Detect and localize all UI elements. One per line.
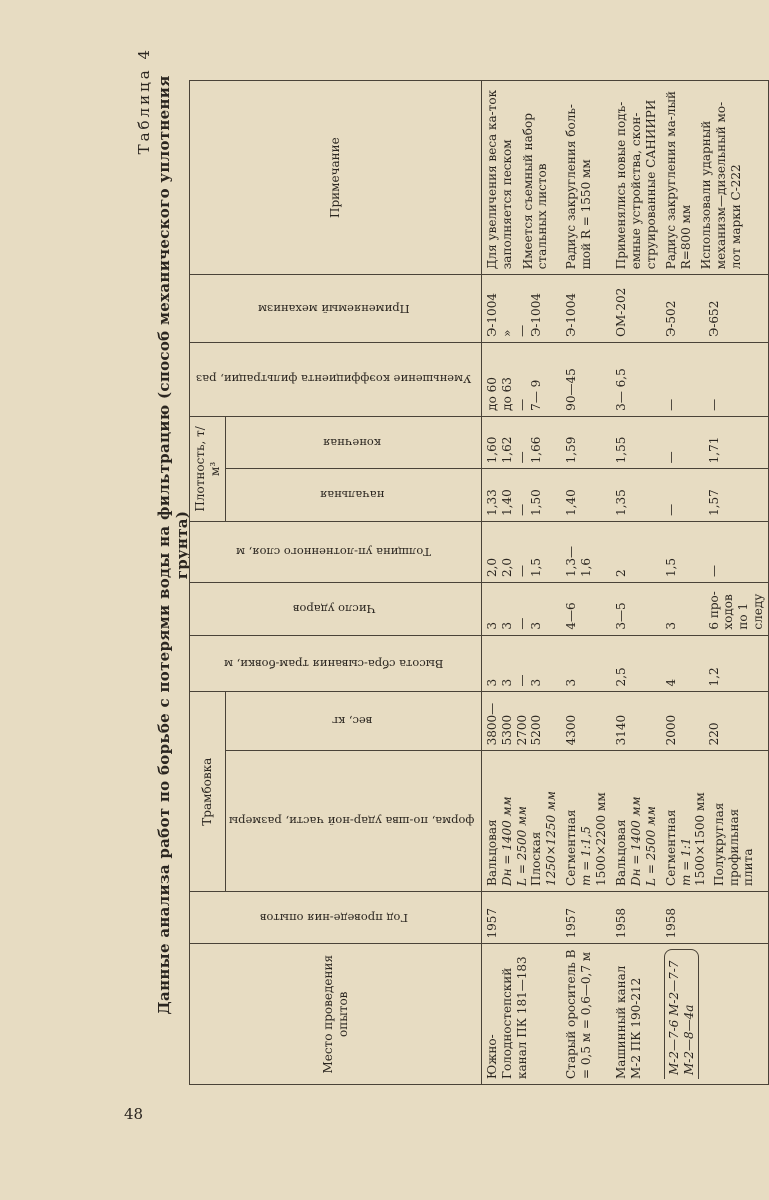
weight-line: 2000 xyxy=(664,714,679,746)
cell-shape xyxy=(661,751,769,892)
cell-note xyxy=(482,81,562,275)
cell-weight xyxy=(661,692,769,751)
header-row xyxy=(190,81,226,1085)
shape-line: 1500×2200 мм xyxy=(593,792,608,886)
blows-line: 3 xyxy=(529,621,544,630)
cell-density-initial xyxy=(661,469,769,522)
density-initial-line: 1,57 xyxy=(706,489,721,516)
cell-reduction xyxy=(661,342,769,416)
height-line: — xyxy=(514,674,529,687)
header-mechanism xyxy=(190,275,482,343)
header-mechanism-text: Применяемый механизм xyxy=(258,301,410,316)
cell-height xyxy=(482,635,562,692)
table-row xyxy=(561,81,611,1085)
header-reduction-text: Уменьшение коэффициента фильтрации, раз xyxy=(196,372,472,387)
blows-line: — xyxy=(514,617,529,630)
cell-density-final: 1,59 xyxy=(561,416,611,469)
reduction-line: 7— 9 xyxy=(529,379,544,411)
cell-layer: 1,3—1,6 xyxy=(561,521,611,582)
header-rammer-shape xyxy=(226,751,482,892)
cell-mechanism: Э-1004 xyxy=(561,275,611,343)
cell-blows: 3—5 xyxy=(611,583,661,636)
mechanism-line: Э-1004 xyxy=(485,293,500,337)
density-initial-line: 1,40 xyxy=(499,489,514,516)
header-density-final-text: конечная xyxy=(322,435,381,450)
shape-line: Вальцовая xyxy=(614,819,629,886)
cell-weight: 4300 xyxy=(561,692,611,751)
cell-layer xyxy=(661,521,769,582)
cell-year: 1958 xyxy=(661,891,769,944)
shape-line: 1500×1500 мм xyxy=(693,792,708,886)
density-final-line: — xyxy=(514,451,529,464)
cell-note: Применялись новые подъ-емные устройства, скон-струированные САНИИРИ xyxy=(611,81,661,275)
page-number: 48 xyxy=(124,1105,144,1123)
blows-line: 3 xyxy=(485,621,500,630)
cell-blows xyxy=(661,583,769,636)
density-final-line: 1,62 xyxy=(499,436,514,464)
mechanism-line: — xyxy=(514,324,529,337)
reduction-line: до 60 xyxy=(485,377,500,411)
cell-reduction xyxy=(482,342,562,416)
cell-layer xyxy=(482,521,562,582)
layer-line: — xyxy=(706,565,721,578)
height-line: 3 xyxy=(499,678,514,687)
header-rammer-shape-text: форма, по-шва удар-ной части, размеры xyxy=(229,814,475,829)
density-final-line: 1,60 xyxy=(485,436,500,464)
weight-line: 3800— xyxy=(485,702,500,746)
density-initial-line: 1,50 xyxy=(529,489,544,516)
cell-weight xyxy=(482,692,562,751)
cell-place xyxy=(661,944,769,1085)
header-blows-text: Число ударов xyxy=(292,601,375,616)
mechanism-line: » xyxy=(499,329,514,337)
mechanism-line: Э-652 xyxy=(706,300,721,337)
table-row xyxy=(482,81,562,1085)
cell-height xyxy=(661,635,769,692)
shape-line: плита xyxy=(741,848,756,886)
layer-line: 1,5 xyxy=(529,557,544,578)
density-initial-line: — xyxy=(514,503,529,516)
table-title: Данные анализа работ по борьбе с потерями воды на фильтрацию (способ механического уплотнения грунта) xyxy=(155,75,191,1015)
table-row xyxy=(661,81,769,1085)
header-density-group: Плотность, т/м³ xyxy=(190,416,226,521)
density-final-line: 1,71 xyxy=(706,436,721,464)
header-year xyxy=(190,891,482,944)
cell-note: Радиус закругления боль-шой R = 1550 мм xyxy=(561,81,611,275)
table-row xyxy=(611,81,661,1085)
shape-line: L = 2500 мм xyxy=(514,806,529,886)
header-rammer-group: Трамбовка xyxy=(190,692,226,892)
cell-mechanism xyxy=(482,275,562,343)
cell-shape xyxy=(561,751,611,892)
note-line: Для увеличения веса ка-ток заполняется песком xyxy=(485,89,514,270)
mechanism-line: Э-1004 xyxy=(529,293,544,337)
shape-line: Сегментная xyxy=(664,809,679,886)
header-note: Примечание xyxy=(190,81,482,275)
cell-density-final: 1,55 xyxy=(611,416,661,469)
cell-place: Старый ороситель B = 0,5 м = 0,6—0,7 м xyxy=(561,944,611,1085)
shape-line: L = 2500 мм xyxy=(643,806,658,886)
header-density-final xyxy=(226,416,482,469)
shape-line: 1250×1250 мм xyxy=(543,791,558,886)
mechanism-line: Э-502 xyxy=(664,300,679,337)
shape-line: m = 1:1,5 xyxy=(579,826,594,886)
cell-mechanism xyxy=(661,275,769,343)
cell-blows xyxy=(482,583,562,636)
header-drop-height-text: Высота сбра-сывания трам-бовки, м xyxy=(224,656,444,671)
cell-height: 3 xyxy=(561,635,611,692)
table-label: Таблица 4 xyxy=(135,47,153,155)
header-blows xyxy=(190,583,482,636)
blows-line: 6 про-ходов по 1 следу xyxy=(706,591,765,630)
cell-mechanism: ОМ-202 xyxy=(611,275,661,343)
weight-line: 2700 xyxy=(514,714,529,746)
density-initial-line: 1,33 xyxy=(485,489,500,516)
layer-line: 1,5 xyxy=(664,557,679,578)
cell-reduction: 90—45 xyxy=(561,342,611,416)
note-line: Использовали ударный механизм—дизельный мо-лот марки С-222 xyxy=(699,101,743,270)
header-density-initial xyxy=(226,469,482,522)
blows-line: 3 xyxy=(664,621,679,630)
cell-note xyxy=(661,81,769,275)
weight-line: 5200 xyxy=(529,714,544,746)
header-year-text: Год проведе-ния опытов xyxy=(259,910,408,925)
header-layer-text: Толщина уп-лотненного слоя, м xyxy=(236,544,432,559)
reduction-line: — xyxy=(706,398,721,411)
data-table xyxy=(189,80,769,1085)
shape-line: Вальцовая xyxy=(485,819,500,886)
header-rammer-weight xyxy=(226,692,482,751)
shape-line: Dн = 1400 мм xyxy=(628,796,643,886)
cell-density-initial: 1,40 xyxy=(561,469,611,522)
cell-density-initial xyxy=(482,469,562,522)
reduction-line: до 63 xyxy=(499,377,514,411)
height-line: 3 xyxy=(485,678,500,687)
layer-line: 2,0 xyxy=(485,557,500,578)
shape-line: Плоская xyxy=(529,831,544,886)
weight-line: 220 xyxy=(706,722,721,746)
layer-line: 2,0 xyxy=(499,557,514,578)
cell-year: 1957 xyxy=(561,891,611,944)
shape-line: Сегментная xyxy=(564,809,579,886)
reduction-line: — xyxy=(664,398,679,411)
header-rammer-weight-text: вес, кг xyxy=(331,714,373,729)
cell-height: 2,5 xyxy=(611,635,661,692)
header-density-initial-text: начальная xyxy=(319,488,385,503)
header-layer xyxy=(190,521,482,582)
height-line: 1,2 xyxy=(706,667,721,687)
note-line: Имеется съемный набор стальных листов xyxy=(520,113,550,270)
cell-shape xyxy=(611,751,661,892)
cell-shape xyxy=(482,751,562,892)
cell-place: Машинный канал М-2 ПК 190-212 xyxy=(611,944,661,1085)
rotated-page-content xyxy=(125,35,765,1085)
cell-place: Южно-Голодностепский канал ПК 181—183 xyxy=(482,944,562,1085)
density-final-line: — xyxy=(664,451,679,464)
height-line: 3 xyxy=(529,678,544,687)
header-reduction xyxy=(190,342,482,416)
place-bracket: М-2—7-6 М-2—7-7 М-2—8—4а xyxy=(664,949,699,1079)
blows-line: 3 xyxy=(499,621,514,630)
shape-line: m = 1:1 xyxy=(678,837,693,886)
note-line: Радиус закругления ма-лый R=800 мм xyxy=(664,90,693,270)
cell-blows: 4—6 xyxy=(561,583,611,636)
shape-line: профильная xyxy=(726,808,741,886)
cell-density-final xyxy=(482,416,562,469)
cell-layer: 2 xyxy=(611,521,661,582)
weight-line: 5300 xyxy=(499,714,514,746)
shape-line: Полукруглая xyxy=(712,802,727,886)
cell-year: 1958 xyxy=(611,891,661,944)
reduction-line: — xyxy=(514,398,529,411)
cell-weight: 3140 xyxy=(611,692,661,751)
cell-year: 1957 xyxy=(482,891,562,944)
cell-density-initial: 1,35 xyxy=(611,469,661,522)
density-initial-line: — xyxy=(664,503,679,516)
shape-line: Dн = 1400 мм xyxy=(499,796,514,886)
cell-reduction: 3— 6,5 xyxy=(611,342,661,416)
layer-line: — xyxy=(514,565,529,578)
cell-density-final xyxy=(661,416,769,469)
density-final-line: 1,66 xyxy=(529,436,544,464)
height-line: 4 xyxy=(664,678,679,687)
header-place: Место проведения опытов xyxy=(190,944,482,1085)
header-drop-height xyxy=(190,635,482,692)
